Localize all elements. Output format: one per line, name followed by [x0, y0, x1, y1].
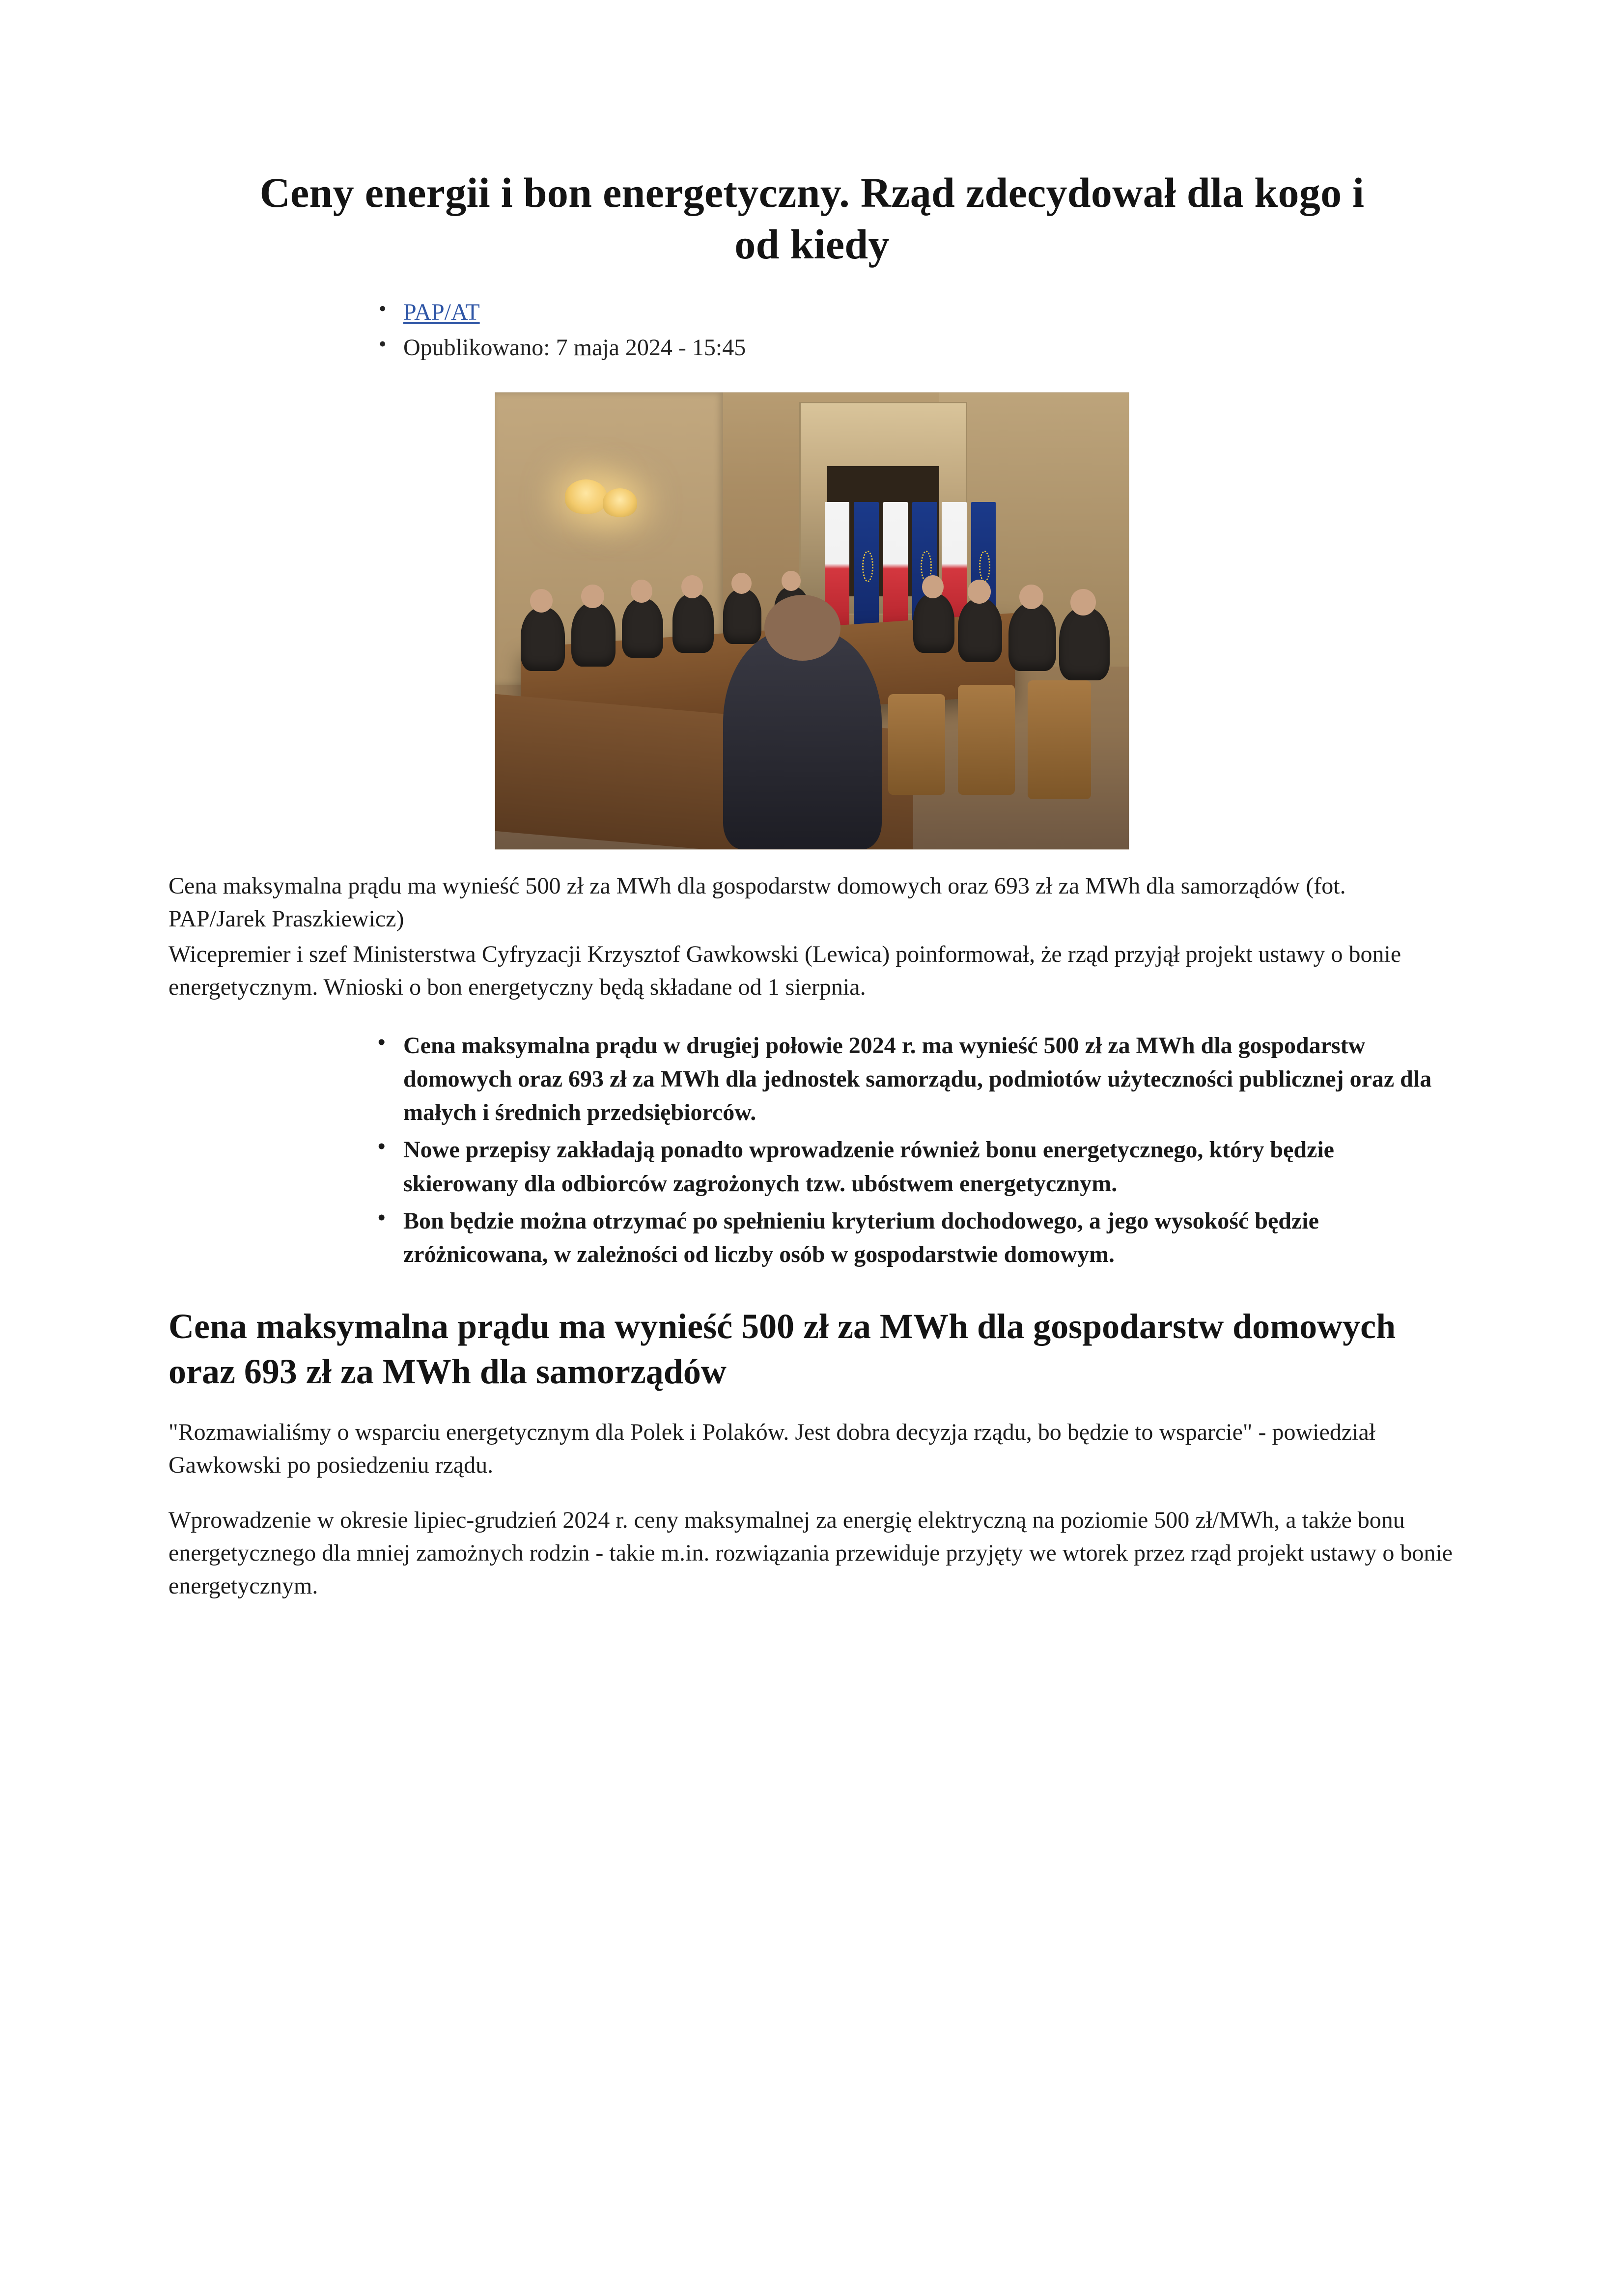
meta-item-source: [375, 296, 1456, 329]
article-lead: Wicepremier i szef Ministerstwa Cyfryzacji Krzysztof Gawkowski (Lewica) poinformował, że rząd przyjął projekt ustawy o bonie energetycznym. Wnioski o bon energetyczny będą składane od 1 sierpnia.: [168, 941, 1401, 1000]
list-item: • Cena maksymalna prądu w drugiej połowie 2024 r. ma wynieść 500 zł za MWh dla gospodarstw domowych oraz 693 zł za MWh dla jednostek samorządu, podmiotów użyteczności publicznej oraz dla małych i średnich przedsiębiorców.: [375, 1029, 1441, 1129]
article-photo: [495, 392, 1129, 850]
photo-chair: [1028, 680, 1091, 799]
photo-foreground-person: [723, 630, 882, 849]
article-figure: [168, 392, 1456, 850]
photo-chair: [888, 694, 945, 795]
section-heading: Cena maksymalna prądu ma wynieść 500 zł za MWh dla gospodarstw domowych oraz 693 zł za MWh dla samorządów: [168, 1306, 1396, 1392]
article-meta-list: [168, 296, 1456, 364]
article-paragraph: "Rozmawialiśmy o wsparciu energetycznym dla Polek i Polaków. Jest dobra decyzja rządu, bo będzie to wsparcie" - powiedział Gawkowski po posiedzeniu rządu.: [168, 1419, 1376, 1479]
page-title: Ceny energii i bon energetyczny. Rząd zdecydował dla kogo i od kiedy: [259, 169, 1365, 268]
list-item: • Bon będzie można otrzymać po spełnieniu kryterium dochodowego, a jego wysokość będzie zróżnicowana, w zależności od liczby osób w gospodarstwie domowym.: [375, 1204, 1441, 1271]
meta-item-published: • Opublikowano: 7 maja 2024 - 15:45: [375, 331, 1456, 364]
list-item: • Nowe przepisy zakładają ponadto wprowadzenie również bonu energetycznego, który będzie skierowany dla odbiorców zagrożonych tzw. ubóstwem energetycznym.: [375, 1133, 1441, 1200]
source-link[interactable]: PAP/AT: [403, 299, 480, 325]
article-container: [168, 0, 1456, 1720]
article-paragraph: Wprowadzenie w okresie lipiec-grudzień 2024 r. ceny maksymalnej za energię elektryczną na poziomie 500 zł/MWh, a także bonu energetycznego dla mniej zamożnych rodzin - takie m.in. rozwiązania przewiduje przyjęty we wtorek przez rząd projekt ustawy o bonie energetycznym.: [168, 1507, 1453, 1599]
photo-chair: [958, 685, 1015, 794]
photo-caption: Cena maksymalna prądu ma wynieść 500 zł za MWh dla gospodarstw domowych oraz 693 zł za MWh dla samorządów (fot. PAP/Jarek Praszkiewicz): [168, 873, 1346, 932]
page-bottom-spacer: [168, 1602, 1456, 1720]
key-points-list: [168, 1029, 1456, 1271]
